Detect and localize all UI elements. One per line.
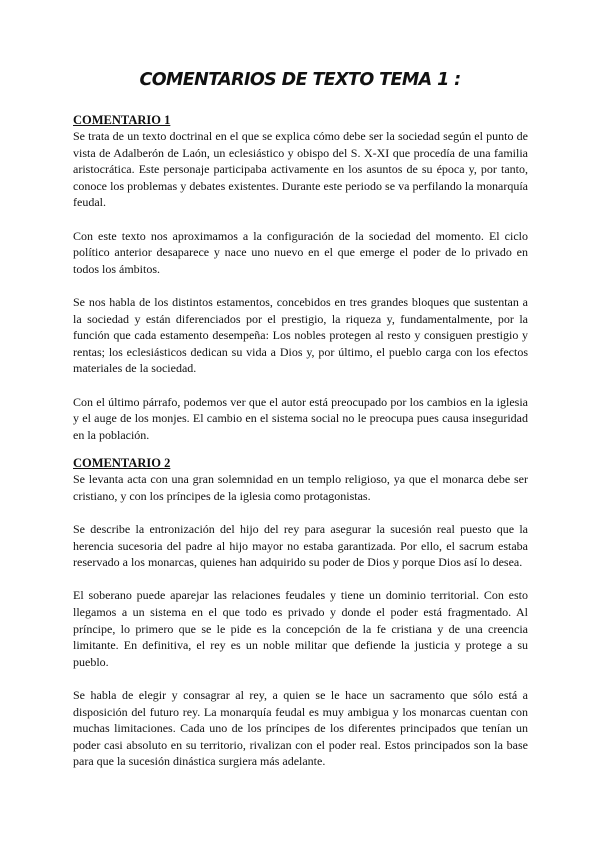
- paragraph: Con el último párrafo, podemos ver que el autor está preocupado por los cambios en la iglesia y el auge de los monjes. El cambio en el sistema social no le preocupa pues causa inseguridad en la población.: [73, 394, 528, 442]
- page-title: COMENTARIOS DE TEXTO TEMA 1 :: [139, 70, 461, 90]
- paragraph: Se levanta acta con una gran solemnidad en un templo religioso, ya que el monarca debe ser cristiano, y con los príncipes de la iglesia como protagonistas.: [73, 472, 528, 503]
- paragraph: Se describe la entronización del hijo del rey para asegurar la sucesión real puesto que la herencia sucesoria del padre al hijo mayor no estaba garantizada. Por ello, el sacrum estaba reservado a los monarcas, quienes han adquirido su poder de Dios y porque Dios así lo desea.: [73, 522, 528, 570]
- paragraph: Con este texto nos aproximamos a la configuración de la sociedad del momento. El ciclo político anterior desaparece y nace uno nuevo en el que emerge el poder de lo privado en todos los ámbitos.: [73, 228, 528, 276]
- paragraph: Se trata de un texto doctrinal en el que se explica cómo debe ser la sociedad según el punto de vista de Adalberón de Laón, un eclesiástico y obispo del S. X-XI que procedía de una familia aristocrática. Este personaje participaba activamente en los asuntos de su época y, por tanto, conoce los problemas y debates existentes. Durante este periodo se va perfilando la monarquía feudal.: [73, 129, 528, 210]
- paragraph: Se habla de elegir y consagrar al rey, a quien se le hace un sacramento que sólo está a disposición del futuro rey. La monarquía feudal es muy ambigua y los monarcas cuentan con muchas limitaciones. Cada uno de los príncipes de los diferentes principados que tenían un poder casi absoluto en su territorio, rivalizan con el poder real. Estos principados son la base para que la sucesión dinástica surgiera más adelante.: [73, 688, 528, 769]
- paragraph: Se nos habla de los distintos estamentos, concebidos en tres grandes bloques que sustentan a la sociedad y están diferenciados por el prestigio, la riqueza y, fundamentalmente, por la función que cada estamento desempeña: Los nobles protegen al resto y consiguen prestigio y rentas; los eclesiásticos dedican su vida a Dios y, por último, el pueblo carga con los efectos materiales de la sociedad.: [73, 294, 528, 376]
- section-heading: COMENTARIO 2: [73, 456, 171, 471]
- section-comentario-1: [73, 112, 528, 443]
- section-comentario-2: [73, 455, 528, 770]
- document-body: [73, 112, 528, 770]
- section-heading: COMENTARIO 1: [73, 113, 171, 127]
- paragraph: El soberano puede aparejar las relaciones feudales y tiene un dominio territorial. Con esto llegamos a un sistema en el que todo es privado y donde el poder está fragmentado. Al príncipe, lo primero que se le pide es la concepción de la fe cristiana y de una creencia limitante. En definitiva, el rey es un noble militar que defiende la justicia y protege a su pueblo.: [73, 588, 528, 669]
